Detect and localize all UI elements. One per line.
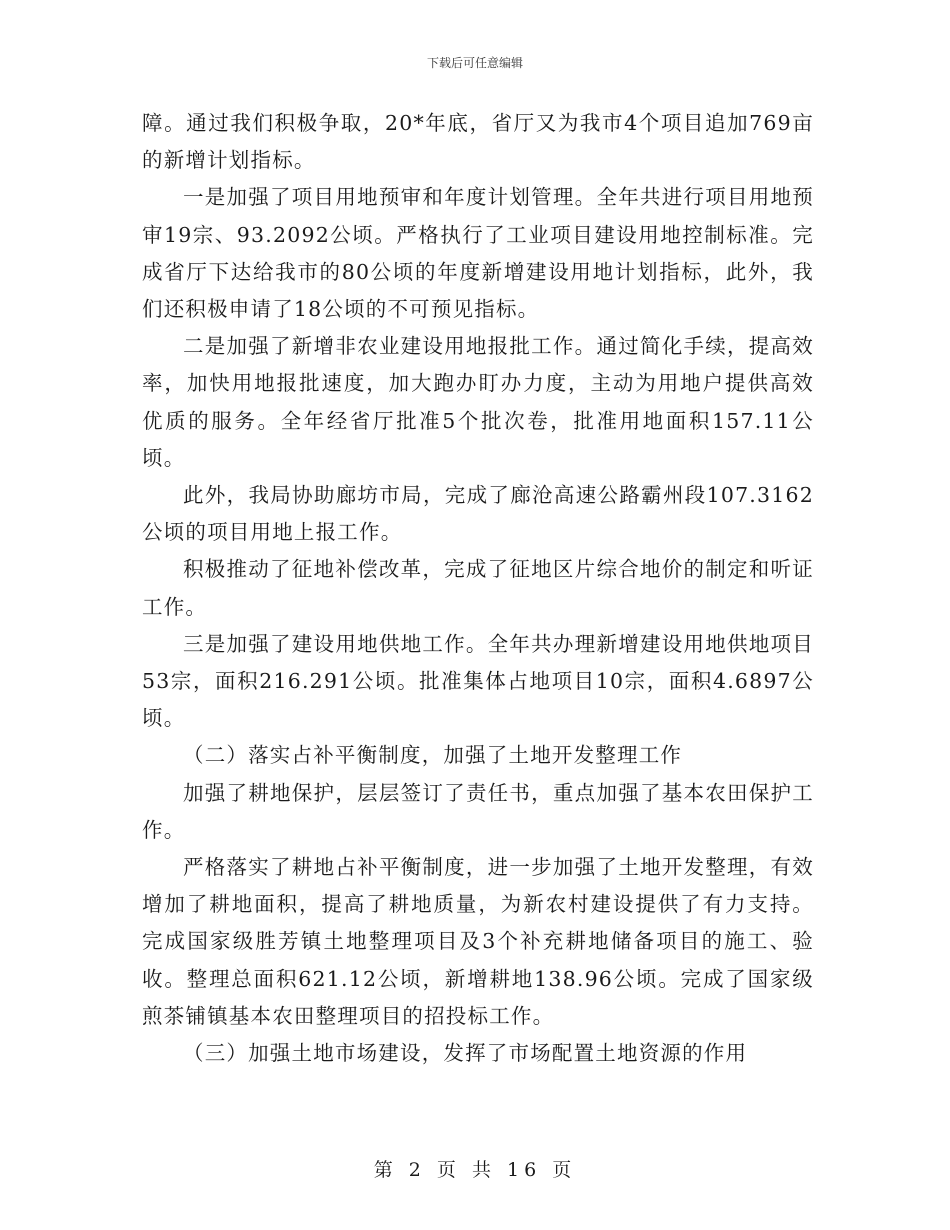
- section-heading-three: （三）加强土地市场建设，发挥了市场配置土地资源的作用: [183, 1041, 748, 1066]
- paragraph-item-two: 二是加强了新增非农业建设用地报批工作。通过简化手续，提高效率，加快用地报批速度，加大跑办盯办力度，主动为用地户提供高效优质的服务。全年经省厅批准5个批次卷，批准用地面积157.11公顷。: [142, 334, 814, 470]
- paragraph-continuation: 障。通过我们积极争取，20*年底，省厅又为我市4个项目追加769亩的新增计划指标。: [142, 111, 814, 173]
- paragraph-item-one: 一是加强了项目用地预审和年度计划管理。全年共进行项目用地预审19宗、93.2092公顷。严格执行了工业项目建设用地控制标准。完成省厅下达给我市的80公顷的年度新增建设用地计划指标，此外，我们还积极申请了18公顷的不可预见指标。: [142, 185, 814, 322]
- paragraph-compensation-reform: 积极推动了征地补偿改革，完成了征地区片综合地价的制定和听证工作。: [142, 557, 814, 619]
- section-heading-two: （二）落实占补平衡制度，加强了土地开发整理工作: [183, 743, 683, 768]
- page-footer: 第 2 页 共 16 页: [373, 1159, 577, 1181]
- paragraph-land-consolidation: 严格落实了耕地占补平衡制度，进一步加强了土地开发整理，有效增加了耕地面积，提高了耕地质量，为新农村建设提供了有力支持。完成国家级胜芳镇土地整理项目及3个补充耕地储备项目的施工、验收。整理总面积621.12公顷，新增耕地138.96公顷。完成了国家级煎茶铺镇基本农田整理项目的招投标工作。: [142, 855, 814, 1028]
- paragraph-item-three: 三是加强了建设用地供地工作。全年共办理新增建设用地供地项目53宗，面积216.291公顷。批准集体占地项目10宗，面积4.6897公顷。: [142, 631, 814, 731]
- page-header: 下载后可任意编辑: [426, 56, 523, 70]
- document-body: [142, 105, 814, 1072]
- paragraph-langfang: 此外，我局协助廊坊市局，完成了廊沧高速公路霸州段107.3162公顷的项目用地上报工作。: [142, 483, 814, 545]
- paragraph-farmland-protection: 加强了耕地保护，层层签订了责任书，重点加强了基本农田保护工作。: [142, 780, 814, 842]
